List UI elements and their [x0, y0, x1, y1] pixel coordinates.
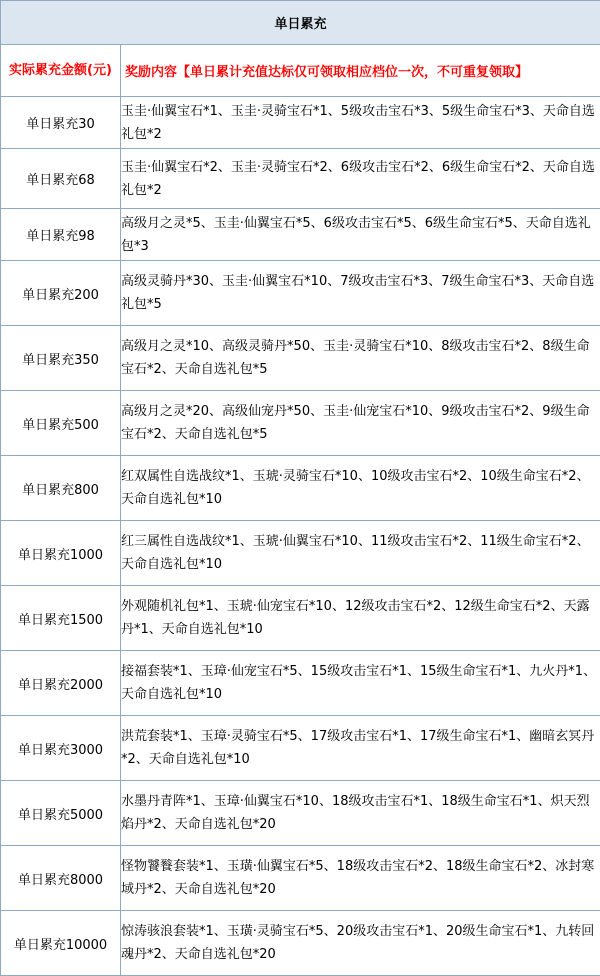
reward-cell: 红三属性自选战纹*1、玉琥·仙翼宝石*10、11级攻击宝石*2、11级生命宝石*2、天命自选礼包*10 [121, 521, 600, 586]
amount-cell: 单日累充200 [1, 261, 121, 326]
table-row [1, 149, 600, 209]
reward-cell: 高级月之灵*10、高级灵骑丹*50、玉圭·灵骑宝石*10、8级攻击宝石*2、8级生命宝石*2、天命自选礼包*5 [121, 326, 600, 391]
amount-cell: 单日累充2000 [1, 651, 121, 716]
table-row [1, 261, 600, 326]
reward-cell: 水墨丹青阵*1、玉璋·仙翼宝石*10、18级攻击宝石*1、18级生命宝石*1、炽天烈焰丹*2、天命自选礼包*20 [121, 781, 600, 846]
table-row [1, 391, 600, 456]
table-row [1, 456, 600, 521]
table-row [1, 781, 600, 846]
table-row [1, 326, 600, 391]
amount-cell: 单日累充500 [1, 391, 121, 456]
table-title: 单日累充 [1, 1, 600, 45]
amount-cell: 单日累充68 [1, 149, 121, 209]
table-row [1, 911, 600, 976]
reward-cell: 洪荒套装*1、玉璋·灵骑宝石*5、17级攻击宝石*1、17级生命宝石*1、幽暗玄冥丹*2、天命自选礼包*10 [121, 716, 600, 781]
reward-cell: 高级月之灵*5、玉圭·仙翼宝石*5、6级攻击宝石*5、6级生命宝石*5、天命自选礼包*3 [121, 209, 600, 261]
amount-cell: 单日累充30 [1, 97, 121, 149]
reward-cell: 外观随机礼包*1、玉琥·仙宠宝石*10、12级攻击宝石*2、12级生命宝石*2、天露丹*1、天命自选礼包*10 [121, 586, 600, 651]
table-row [1, 97, 600, 149]
amount-cell: 单日累充1500 [1, 586, 121, 651]
header-row [1, 45, 600, 97]
reward-column-header: 奖励内容【单日累计充值达标仅可领取相应档位一次，不可重复领取】 [121, 45, 600, 97]
reward-cell: 玉圭·仙翼宝石*1、玉圭·灵骑宝石*1、5级攻击宝石*3、5级生命宝石*3、天命自选礼包*2 [121, 97, 600, 149]
amount-cell: 单日累充8000 [1, 846, 121, 911]
reward-cell: 玉圭·仙翼宝石*2、玉圭·灵骑宝石*2、6级攻击宝石*2、6级生命宝石*2、天命自选礼包*2 [121, 149, 600, 209]
table-row [1, 846, 600, 911]
table-row [1, 586, 600, 651]
reward-cell: 惊涛骇浪套装*1、玉璜·灵骑宝石*5、20级攻击宝石*1、20级生命宝石*1、九转回魂丹*2、天命自选礼包*20 [121, 911, 600, 976]
amount-cell: 单日累充5000 [1, 781, 121, 846]
table-row [1, 716, 600, 781]
reward-cell: 红双属性自选战纹*1、玉琥·灵骑宝石*10、10级攻击宝石*2、10级生命宝石*2、天命自选礼包*10 [121, 456, 600, 521]
amount-cell: 单日累充800 [1, 456, 121, 521]
amount-cell: 单日累充98 [1, 209, 121, 261]
reward-cell: 怪物饕餮套装*1、玉璜·仙翼宝石*5、18级攻击宝石*2、18级生命宝石*2、冰封寒域丹*2、天命自选礼包*20 [121, 846, 600, 911]
amount-cell: 单日累充1000 [1, 521, 121, 586]
table-row [1, 521, 600, 586]
reward-cell: 接福套装*1、玉璋·仙宠宝石*5、15级攻击宝石*1、15级生命宝石*1、九火丹*1、天命自选礼包*10 [121, 651, 600, 716]
reward-cell: 高级灵骑丹*30、玉圭·仙翼宝石*10、7级攻击宝石*3、7级生命宝石*3、天命自选礼包*5 [121, 261, 600, 326]
reward-cell: 高级月之灵*20、高级仙宠丹*50、玉圭·仙宠宝石*10、9级攻击宝石*2、9级生命宝石*2、天命自选礼包*5 [121, 391, 600, 456]
amount-column-header: 实际累充金额(元) [1, 45, 121, 97]
table-row [1, 209, 600, 261]
title-row [1, 1, 600, 45]
amount-cell: 单日累充3000 [1, 716, 121, 781]
table-row [1, 651, 600, 716]
amount-cell: 单日累充350 [1, 326, 121, 391]
amount-cell: 单日累充10000 [1, 911, 121, 976]
